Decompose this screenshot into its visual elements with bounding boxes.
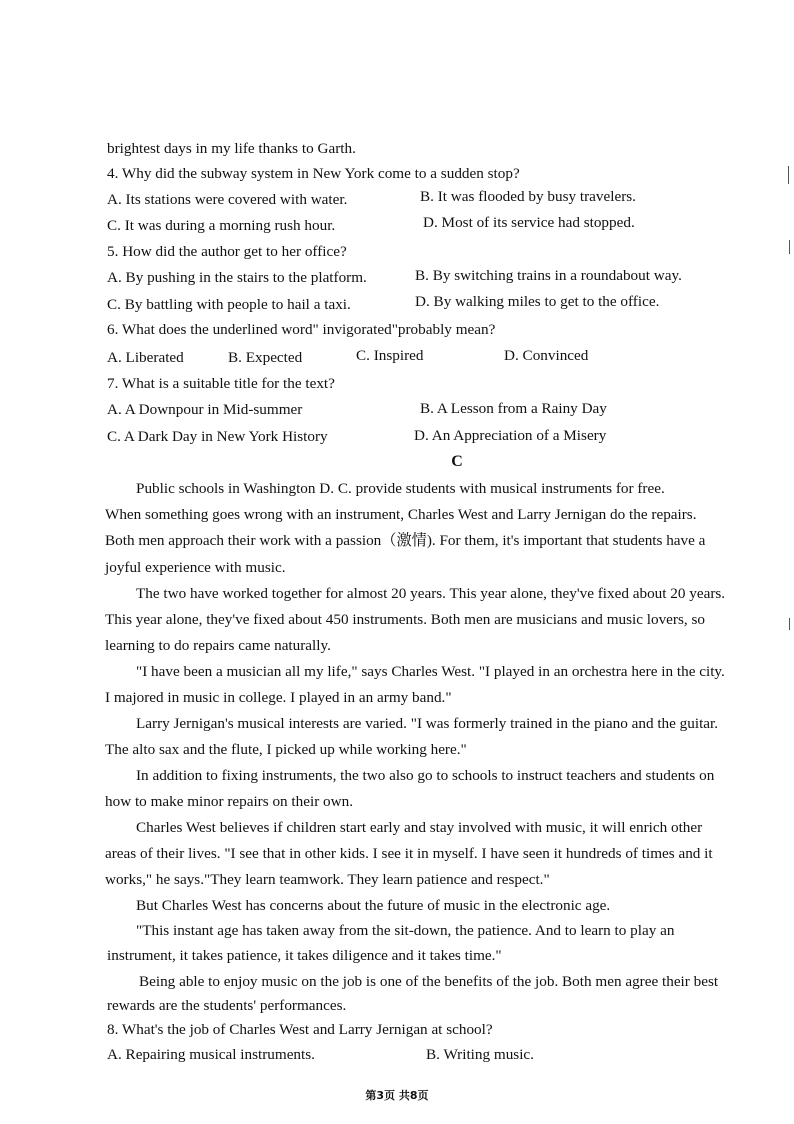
- passage-c-line-13: how to make minor repairs on their own.: [105, 793, 354, 810]
- passage-c-line-5: The two have worked together for almost 20 years. This year alone, they've fixed about 20 years.: [136, 585, 726, 602]
- question-4-option-b: B. It was flooded by busy travelers.: [420, 188, 636, 205]
- question-4-option-d: D. Most of its service had stopped.: [423, 214, 635, 231]
- passage-c-line-6: This year alone, they've fixed about 450 instruments. Both men are musicians and music lovers, so: [105, 611, 705, 628]
- passage-c-line-4: joyful experience with music.: [105, 559, 286, 576]
- question-8-option-b: B. Writing music.: [426, 1046, 534, 1063]
- passage-c-line-17: But Charles West has concerns about the future of music in the electronic age.: [136, 897, 611, 914]
- question-4-option-a: A. Its stations were covered with water.: [107, 191, 348, 208]
- question-5-option-a: A. By pushing in the stairs to the platform.: [107, 269, 367, 286]
- passage-c-line-21: rewards are the students' performances.: [107, 997, 347, 1014]
- question-5-option-c: C. By battling with people to hail a taxi.: [107, 296, 351, 313]
- section-c-heading: [0, 452, 794, 472]
- scan-edge-mark: [789, 618, 790, 630]
- question-7-stem: 7. What is a suitable title for the text?: [107, 375, 335, 392]
- passage-c-line-14: Charles West believes if children start early and stay involved with music, it will enrich other: [136, 819, 703, 836]
- passage-c-line-1: Public schools in Washington D. C. provide students with musical instruments for free.: [136, 480, 665, 497]
- question-7-option-a: A. A Downpour in Mid-summer: [107, 401, 303, 418]
- passage-c-line-10: Larry Jernigan's musical interests are varied. "I was formerly trained in the piano and the guitar.: [136, 715, 719, 732]
- passage-c-line-20: Being able to enjoy music on the job is one of the benefits of the job. Both men agree their best: [139, 973, 719, 990]
- question-6-option-d: D. Convinced: [504, 347, 589, 364]
- passage-b-closing-line: brightest days in my life thanks to Garth.: [107, 140, 356, 157]
- section-c-letter: C: [451, 453, 463, 470]
- scan-edge-mark: [788, 166, 789, 184]
- question-7-option-d: D. An Appreciation of a Misery: [414, 427, 607, 444]
- question-7-option-c: C. A Dark Day in New York History: [107, 428, 328, 445]
- passage-c-line-8: "I have been a musician all my life," says Charles West. "I played in an orchestra here in the city.: [136, 663, 725, 680]
- passage-c-line-16: works," he says."They learn teamwork. They learn patience and respect.": [105, 871, 550, 888]
- page-number-footer: 第3页 共8页: [365, 1089, 429, 1102]
- question-6-option-c: C. Inspired: [356, 347, 424, 364]
- passage-c-line-12: In addition to fixing instruments, the two also go to schools to instruct teachers and students on: [136, 767, 715, 784]
- passage-c-line-19: instrument, it takes patience, it takes diligence and it takes time.": [107, 947, 502, 964]
- question-7-option-b: B. A Lesson from a Rainy Day: [420, 400, 607, 417]
- question-5-option-d: D. By walking miles to get to the office.: [415, 293, 660, 310]
- passage-c-line-3: Both men approach their work with a passion（激情). For them, it's important that students have a: [105, 532, 706, 549]
- question-6-option-a: A. Liberated: [107, 349, 184, 366]
- question-4-option-c: C. It was during a morning rush hour.: [107, 217, 336, 234]
- passage-c-line-15: areas of their lives. "I see that in other kids. I see it in myself. I have seen it hundreds of times and it: [105, 845, 713, 862]
- passage-c-line-7: learning to do repairs came naturally.: [105, 637, 331, 654]
- passage-c-line-2: When something goes wrong with an instrument, Charles West and Larry Jernigan do the repairs.: [105, 506, 697, 523]
- passage-c-line-11: The alto sax and the flute, I picked up while working here.": [105, 741, 467, 758]
- question-5-stem: 5. How did the author get to her office?: [107, 243, 347, 260]
- question-6-option-b: B. Expected: [228, 349, 303, 366]
- scan-edge-mark: [789, 240, 790, 254]
- question-5-option-b: B. By switching trains in a roundabout way.: [415, 267, 682, 284]
- question-8-option-a: A. Repairing musical instruments.: [107, 1046, 315, 1063]
- question-8-stem: 8. What's the job of Charles West and Larry Jernigan at school?: [107, 1021, 493, 1038]
- question-4-stem: 4. Why did the subway system in New York come to a sudden stop?: [107, 165, 520, 182]
- question-6-stem: 6. What does the underlined word" invigorated"probably mean?: [107, 321, 496, 338]
- passage-c-line-9: I majored in music in college. I played in an army band.": [105, 689, 452, 706]
- passage-c-line-18: "This instant age has taken away from the sit-down, the patience. And to learn to play an: [136, 922, 675, 939]
